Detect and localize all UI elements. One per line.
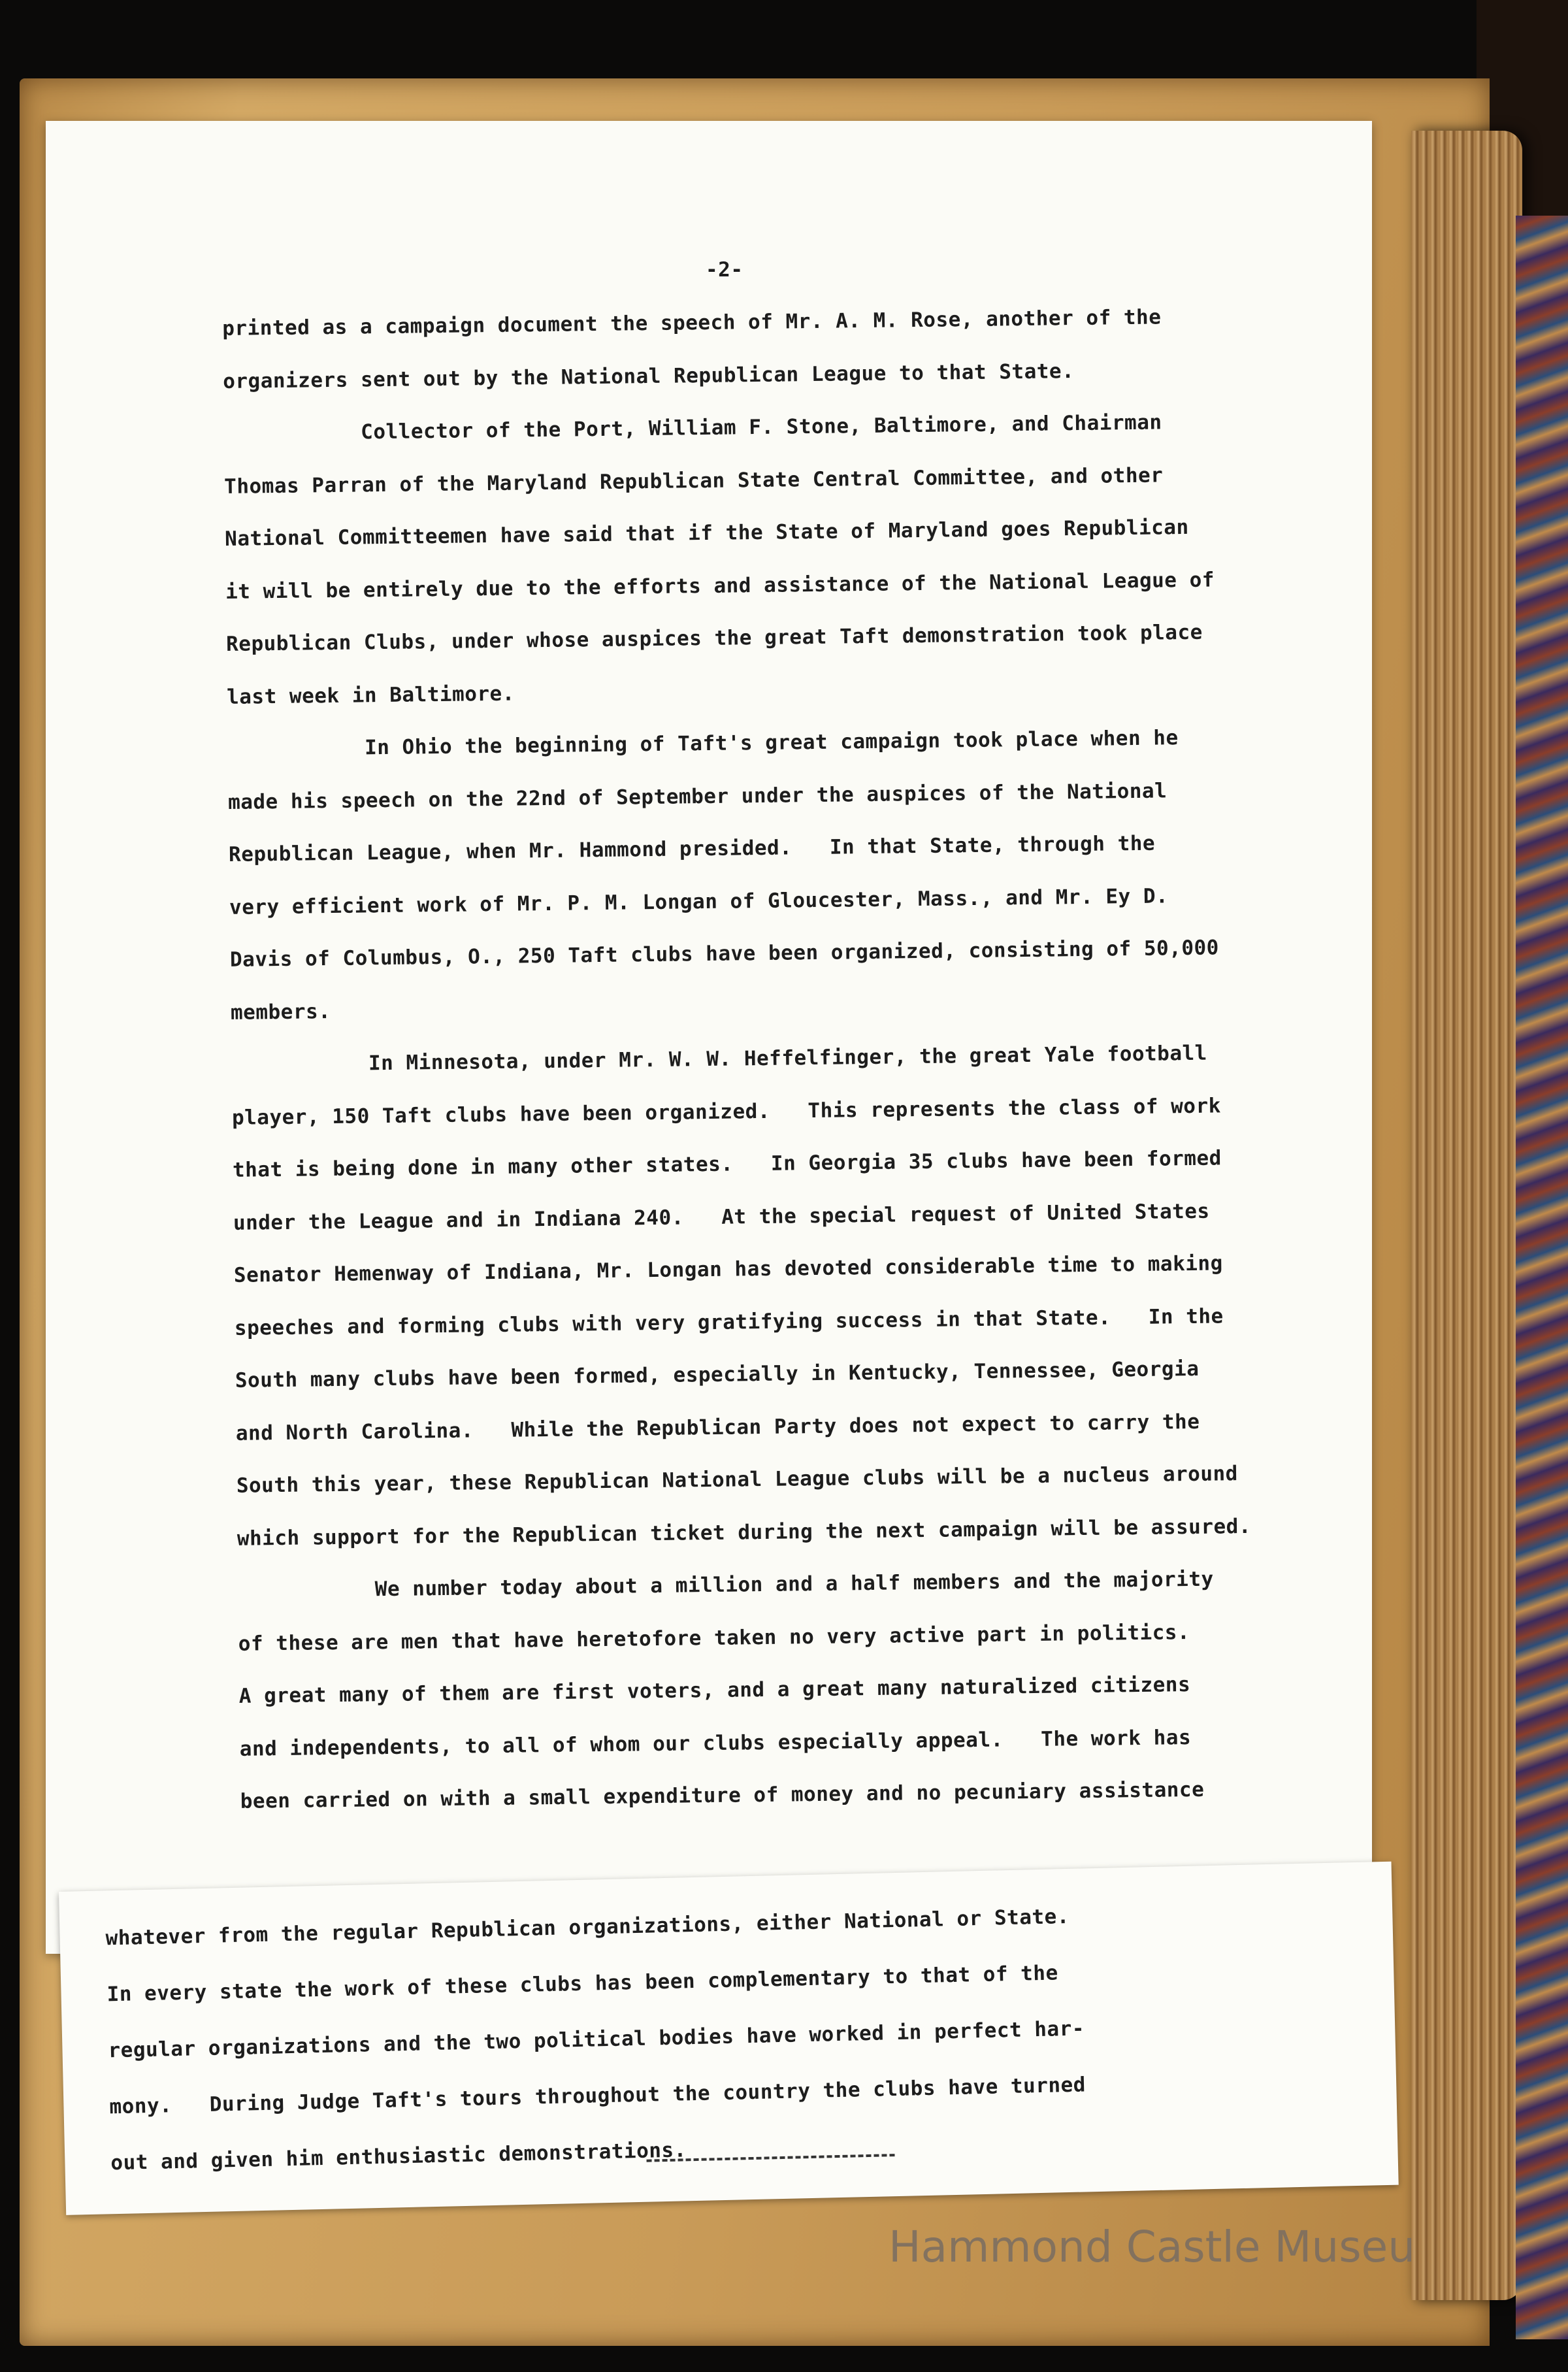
sheet-line: members. bbox=[230, 999, 331, 1025]
sheet-line: National Committeemen have said that if the State of Maryland goes Republican bbox=[224, 515, 1189, 551]
sheet-line: very efficient work of Mr. P. M. Longan of Gloucester, Mass., and Mr. Ey D. bbox=[229, 883, 1169, 919]
sheet-line: Thomas Parran of the Maryland Republican State Central Committee, and other bbox=[223, 463, 1164, 499]
sheet-line: Republican League, when Mr. Hammond presided. In that State, through the bbox=[228, 831, 1156, 866]
sheet-line: printed as a campaign document the speech of Mr. A. M. Rose, another of the bbox=[222, 305, 1162, 340]
sheet-line: made his speech on the 22nd of September under the auspices of the National bbox=[227, 778, 1168, 814]
sheet-line: last week in Baltimore. bbox=[226, 682, 515, 709]
sheet-line: In Ohio the beginning of Taft's great campaign took place when he bbox=[364, 726, 1179, 760]
slip-line: mony. During Judge Taft's tours throughout the country the clubs have turned bbox=[109, 2073, 1086, 2119]
page-number: -2- bbox=[706, 258, 743, 282]
sheet-line: Senator Hemenway of Indiana, Mr. Longan has devoted considerable time to making bbox=[233, 1251, 1223, 1287]
sheet-line: which support for the Republican ticket during the next campaign will be assured. bbox=[237, 1514, 1252, 1551]
sheet-line: of these are men that have heretofore taken no very active part in politics. bbox=[238, 1620, 1190, 1656]
sheet-line: A great many of them are first voters, and a great many naturalized citizens bbox=[238, 1673, 1191, 1708]
sheet-line: We number today about a million and a half members and the majority bbox=[374, 1567, 1214, 1602]
typed-sheet bbox=[46, 121, 1372, 1954]
slip-line: regular organizations and the two political bodies have worked in perfect har- bbox=[108, 2017, 1085, 2063]
slip-line: out and given him enthusiastic demonstrations. bbox=[110, 2138, 687, 2175]
museum-watermark: Hammond Castle Museu bbox=[889, 2222, 1416, 2272]
sheet-line: it will be entirely due to the efforts and assistance of the National League of bbox=[225, 567, 1215, 604]
sheet-line: organizers sent out by the National Republican League to that State. bbox=[222, 359, 1075, 393]
pasted-slip bbox=[59, 1862, 1399, 2215]
sheet-line: and independents, to all of whom our clubs especially appeal. The work has bbox=[239, 1725, 1192, 1761]
page-edges bbox=[1411, 131, 1522, 2300]
sheet-line: under the League and in Indiana 240. At the special request of United States bbox=[233, 1199, 1210, 1235]
sheet-line: In Minnesota, under Mr. W. W. Heffelfinger, the great Yale football bbox=[368, 1041, 1208, 1076]
sheet-line: South many clubs have been formed, especially in Kentucky, Tennessee, Georgia bbox=[235, 1357, 1200, 1392]
sheet-line: that is being done in many other states. In Georgia 35 clubs have been formed bbox=[232, 1146, 1222, 1182]
slip-line: In every state the work of these clubs has been complementary to that of the bbox=[106, 1961, 1059, 2007]
sheet-line: speeches and forming clubs with very gratifying success in that State. In the bbox=[234, 1304, 1224, 1340]
sheet-line: Collector of the Port, William F. Stone, Baltimore, and Chairman bbox=[360, 410, 1162, 444]
sheet-line: player, 150 Taft clubs have been organized. This represents the class of work bbox=[231, 1093, 1222, 1130]
sheet-line: been carried on with a small expenditure of money and no pecuniary assistance bbox=[240, 1777, 1205, 1813]
sheet-line: South this year, these Republican National League clubs will be a nucleus around bbox=[236, 1462, 1239, 1498]
marbled-endpaper bbox=[1516, 216, 1568, 2339]
slip-line: whatever from the regular Republican organizations, either National or State. bbox=[105, 1904, 1070, 1951]
sheet-line: Republican Clubs, under whose auspices the great Taft demonstration took place bbox=[225, 620, 1203, 656]
sheet-line: and North Carolina. While the Republican Party does not expect to carry the bbox=[235, 1409, 1200, 1445]
sheet-line: Davis of Columbus, O., 250 Taft clubs have been organized, consisting of 50,000 bbox=[229, 936, 1220, 972]
